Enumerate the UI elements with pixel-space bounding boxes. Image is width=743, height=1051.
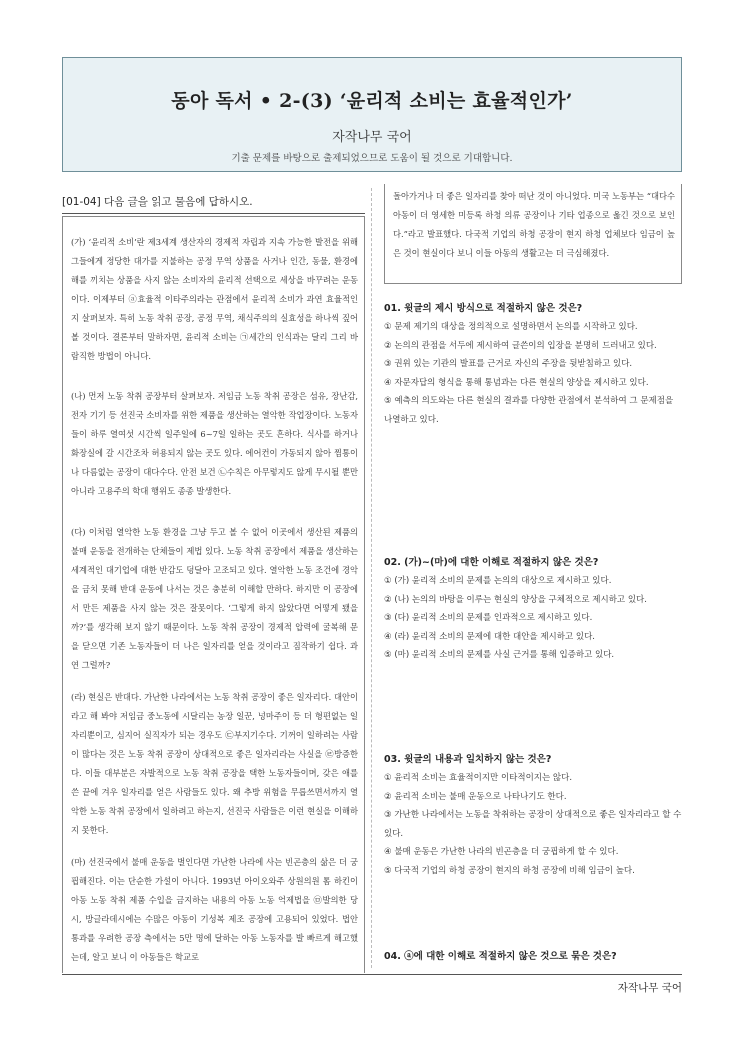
worksheet-description: 기출 문제를 바탕으로 출제되었으므로 도움이 될 것으로 기대합니다. xyxy=(231,153,513,164)
question-title: 03. 윗글의 내용과 일치하지 않는 것은? xyxy=(384,754,552,765)
answer-option[interactable]: ④ 불매 운동은 가난한 나라의 빈곤층을 더 궁핍하게 할 수 있다. xyxy=(384,847,619,857)
page-footer xyxy=(62,974,682,995)
answer-option[interactable]: ⑤ 다국적 기업의 하청 공장이 현지의 하청 공장에 비해 임금이 높다. xyxy=(384,865,635,876)
answer-option[interactable]: ⑤ (마) 윤리적 소비의 문제를 사실 근거를 통해 입증하고 있다. xyxy=(384,650,615,660)
paragraph-da: (다) 이처럼 열악한 노동 환경을 그냥 두고 볼 수 없어 이곳에서 생산된 제품의 불매 운동을 전개하는 단체들이 제법 있다. 노동 착취 공장에서 제품을 생산하는 세계적인 대기업에 대한 반감도 덩달아 고조되고 있다. 열악한 노동 조건에 경악을 금치 못해 반대 운동에 나서는 것은 충분히 이해할 만하다. 하지만 이 공장에서 만든 제품을 사지 않는 것은 잘못이다. ‘그렇게 하지 않았다면 어떻게 됐을까?’를 생각해 보지 않기 때문이다. 노동 착취 공장이 경제적 압력에 굴복해 문을 닫으면 기존 노동자들이 더 나은 일자리를 얻을 것이라고 짐작하기 쉽다. 과연 그럴까? xyxy=(71,527,358,670)
paragraph-ma: (마) 선진국에서 불매 운동을 벌인다면 가난한 나라에 사는 빈곤층의 삶은 더 궁핍해진다. 이는 단순한 가설이 아니다. 1993년 아이오와주 상원의원 톰 하킨이 아동 노동 착취 제품 수입을 금지하는 내용의 아동 노동 억제법을 ㉤발의한 당시, 방글라데시에는 수많은 아동이 기성복 제조 공장에 고용되어 있었다. 법안 통과를 우려한 공장 측에서는 5만 명에 달하는 아동 노동자를 발 빠르게 해고했는데, 알고 보니 이 아동들은 학교로 xyxy=(71,857,358,962)
passage-box xyxy=(62,216,365,973)
question-title: 01. 윗글의 제시 방식으로 적절하지 않은 것은? xyxy=(384,303,583,314)
answer-option[interactable]: ② 윤리적 소비는 불매 운동으로 나타나기도 한다. xyxy=(384,791,567,802)
answer-option[interactable]: ④ 자문자답의 형식을 통해 통념과는 다른 현실의 양상을 제시하고 있다. xyxy=(384,377,649,388)
answer-option[interactable]: ① 윤리적 소비는 효율적이지만 이타적이지는 않다. xyxy=(384,773,573,783)
instruction-text: [01-04] 다음 글을 읽고 물음에 답하시오. xyxy=(62,194,365,214)
answer-option[interactable]: ③ (다) 윤리적 소비의 문제를 인과적으로 제시하고 있다. xyxy=(384,613,593,623)
answer-option[interactable]: ① (가) 윤리적 소비의 문제를 논의의 대상으로 제시하고 있다. xyxy=(384,576,612,586)
column-divider xyxy=(371,188,372,968)
answer-option[interactable]: ① 문제 제기의 대상을 정의적으로 설명하면서 논의를 시작하고 있다. xyxy=(384,322,638,332)
worksheet-header xyxy=(62,57,682,172)
worksheet-title: 동아 독서 • 2-(3) ‘윤리적 소비는 효율적인가’ xyxy=(171,90,573,112)
worksheet-subtitle: 자작나무 국어 xyxy=(332,130,412,145)
answer-option[interactable]: ③ 권위 있는 기관의 발표를 근거로 자신의 주장을 뒷받침하고 있다. xyxy=(384,359,633,369)
paragraph-na: (나) 먼저 노동 착취 공장부터 살펴보자. 저임금 노동 착취 공장은 섬유, 장난감, 전자 기기 등 선진국 소비자를 위한 제품을 생산하는 열악한 작업장이다. 노동자들이 하루 열여섯 시간씩 일주일에 6~7일 일하는 곳도 흔하다. 식사를 하거나 화장실에 갈 시간조차 허용되지 않는 곳도 있다. 에어컨이 가동되지 않아 찜통이나 다름없는 공장이 대다수다. 안전 보건 ㉡수칙은 아무렇지도 않게 무시될 뿐만 아니라 고용주의 학대 행위도 종종 발생한다. xyxy=(71,391,358,496)
paragraph-ra: (라) 현실은 반대다. 가난한 나라에서는 노동 착취 공장이 좋은 일자리다. 대안이라고 해 봐야 저임금 중노동에 시달리는 농장 일꾼, 넝마주이 등 더 형편없는 일자리뿐이고, 심지어 실직자가 되는 경우도 ㉢부지기수다. 기꺼이 일하려는 사람이 많다는 것은 노동 착취 공장이 상대적으로 좋은 일자리라는 사실을 ㉣방증한다. 이들 대부분은 자발적으로 노동 착취 공장을 택한 노동자들이며, 갖은 애를 쓴 끝에 겨우 일자리를 얻은 사람들도 있다. 왜 추방 위험을 무릅쓰면서까지 열악한 노동 착취 공장에서 일하려고 하는지, 선진국 사람들은 이런 현실을 이해하지 못한다. xyxy=(71,692,358,835)
answer-option[interactable]: ② 논의의 관점을 서두에 제시하여 글쓴이의 입장을 분명히 드러내고 있다. xyxy=(384,340,657,351)
question-3 xyxy=(384,751,684,880)
question-2 xyxy=(384,554,684,665)
paragraph-ma-continued: 돌아가거나 더 좋은 일자리를 찾아 떠난 것이 아니었다. 미국 노동부는 “대다수 아동이 더 영세한 미등록 하청 의류 공장이나 기타 업종으로 옮긴 것으로 보인다.”라고 발표했다. 다국적 기업의 하청 공장이 현지 하청 업체보다 임금이 높은 것이 현실이다 보니 이들 아동의 생활고는 더 극심해졌다. xyxy=(393,191,675,258)
paragraph-ga: (가) ‘윤리적 소비’란 제3세계 생산자의 경제적 자립과 지속 가능한 발전을 위해 그들에게 정당한 대가를 지불하는 공정 무역 상품을 사거나 인간, 동물, 환경에 해를 끼치는 상품을 사지 않는 소비자의 윤리적 선택으로 세상을 바꾸려는 운동이다. 이제부터 ⓐ효율적 이타주의라는 관점에서 윤리적 소비가 과연 효율적인지 살펴보자. 특히 노동 착취 공장, 공정 무역, 채식주의의 실효성을 하나씩 짚어 볼 것이다. 결론부터 말하자면, 윤리적 소비는 ㉠세간의 인식과는 달리 그리 바람직한 방법이 아니다. xyxy=(71,237,358,361)
footer-label: 자작나무 국어 xyxy=(617,982,682,994)
passage-continuation-box xyxy=(384,184,682,284)
answer-option[interactable]: ② (나) 논의의 바탕을 이루는 현실의 양상을 구체적으로 제시하고 있다. xyxy=(384,594,647,605)
question-1 xyxy=(384,300,684,429)
answer-option[interactable]: ③ 가난한 나라에서는 노동을 착취하는 공장이 상대적으로 좋은 일자리라고 할 수 있다. xyxy=(384,810,682,839)
answer-option[interactable]: ⑤ 예측의 의도와는 다른 현실의 결과를 다양한 관점에서 분석하여 그 문제점을 나열하고 있다. xyxy=(384,396,674,425)
question-title: 02. (가)~(마)에 대한 이해로 적절하지 않은 것은? xyxy=(384,557,599,568)
question-title: 04. ⓐ에 대한 이해로 적절하지 않은 것으로 묶은 것은? xyxy=(384,951,617,962)
question-4 xyxy=(384,948,684,966)
answer-option[interactable]: ④ (라) 윤리적 소비의 문제에 대한 대안을 제시하고 있다. xyxy=(384,631,596,642)
